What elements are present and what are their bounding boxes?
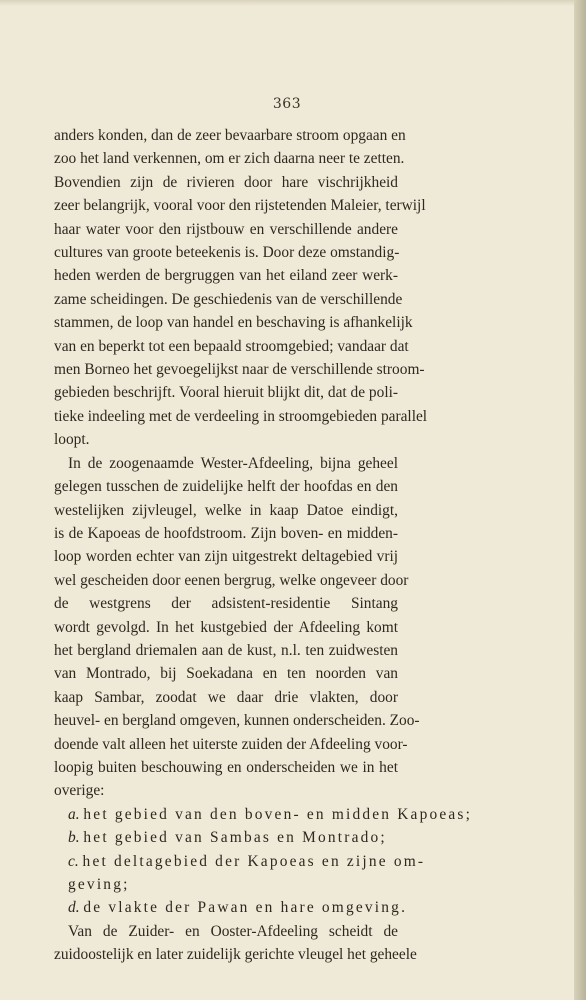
text-line: wordt gevolgd. In het kustgebied der Afdeeling komt [54,618,398,636]
text-line: In de zoogenaamde Wester-Afdeeling, bijna geheel [68,454,398,472]
text-line: zuidoostelijk en later zuidelijk gerichte vleugel het geheele [54,946,417,964]
text-line: kaap Sambar, zoodat we daar drie vlakten, door [54,688,398,706]
text-line: van Montrado, bij Soekadana en ten noorden van [54,665,398,683]
text-line: anders konden, dan de zeer bevaarbare stroom opgaan en [54,127,406,144]
list-marker: b. [68,829,80,847]
text-line: loopt. [54,431,90,449]
text-line: heuvel- en bergland omgeven, kunnen onderscheiden. Zoo- [54,712,420,730]
body-text [54,124,473,967]
list-item-text: het deltagebied der Kapoeas en zijne om- [82,852,426,870]
text-line: heden werden de bergruggen van het eiland zeer werk- [54,267,398,285]
text-line: Van de Zuider- en Ooster-Afdeeling scheidt de [68,922,398,940]
list-item-text: het gebied van Sambas en Montrado; [83,829,387,847]
text-line: wel gescheiden door eenen bergrug, welke ongeveer door [54,571,409,589]
text-line: overige: [54,782,105,800]
text-line: de westgrens der adsistent-residentie Sintang [54,595,398,613]
text-line: is de Kapoeas de hoofdstroom. Zijn boven- en midden- [54,524,398,542]
page-number: 363 [272,96,302,112]
text-line: zame scheidingen. De geschiedenis van de verschillende [54,290,403,308]
page-spine-shadow [574,0,586,1000]
text-line: haar water voor den rijstbouw en verschillende andere [54,220,398,238]
text-line: gebieden beschrijft. Vooral hieruit blijkt dit, dat de poli- [54,384,398,402]
text-line: Bovendien zijn de rivieren door hare vischrijkheid [54,173,398,191]
list-item-text: geving; [68,876,130,893]
list-item [54,850,426,873]
paragraph-lines [54,124,428,803]
page-top-edge [0,0,574,6]
text-line: zeer belangrijk, vooral voor den rijstetenden Maleier, terwijl [54,197,426,215]
list-item-text: de vlakte der Pawan en hare omgeving. [83,899,408,917]
list-item [54,873,398,896]
text-line: gelegen tusschen de zuidelijke helft der hoofdas en den [54,478,398,496]
text-line: men Borneo het gevoegelijkst naar de verschillende stroom- [54,361,425,379]
list-item-text: het gebied van den boven- en midden Kapoeas; [83,805,473,823]
text-line: zoo het land verkennen, om er zich daarna neer te zetten. [54,150,405,168]
text-line: doende valt alleen het uiterste zuiden der Afdeeling voor- [54,735,408,753]
list-item [54,826,398,849]
text-line: cultures van groote beteekenis is. Door deze omstandig- [54,244,400,262]
enumerated-list [54,803,473,920]
text-line: het bergland driemalen aan de kust, n.l. ten zuidwesten [54,641,398,659]
text-line: loop worden echter van zijn uitgestrekt deltagebied vrij [54,548,398,566]
list-item [54,803,473,826]
text-line: tieke indeeling met de verdeeling in stroomgebieden parallel [54,407,428,425]
list-marker: c. [68,852,79,870]
closing-paragraph [54,920,417,967]
list-marker: d. [68,899,80,917]
text-line: van en beperkt tot een bepaald stroomgebied; vandaar dat [54,337,409,355]
text-line: westelijken zijvleugel, welke in kaap Datoe eindigt, [54,501,398,519]
list-marker: a. [68,805,80,823]
text-line: loopig buiten beschouwing en onderscheiden we in het [54,758,398,776]
list-item [54,896,408,919]
text-line: stammen, de loop van handel en beschaving is afhankelijk [54,314,413,332]
